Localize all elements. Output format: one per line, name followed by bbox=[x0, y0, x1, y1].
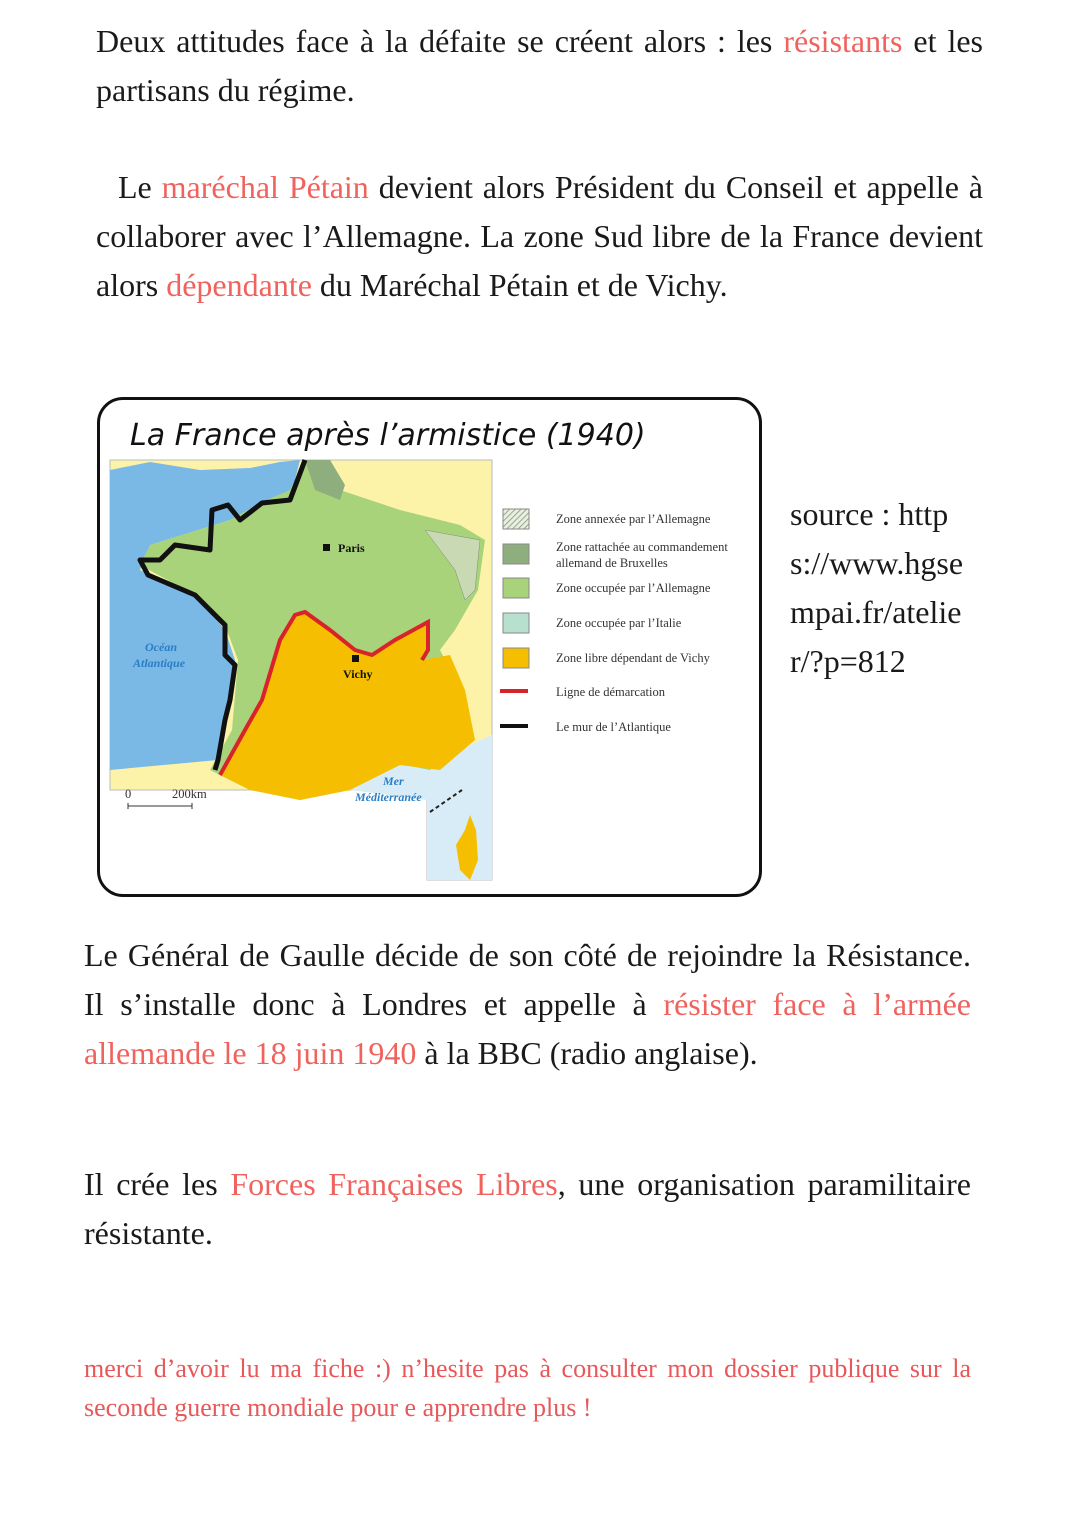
legend-swatch-free bbox=[503, 648, 529, 668]
map-figure bbox=[97, 397, 762, 897]
legend-swatch-occupied bbox=[503, 578, 529, 598]
legend-italy: Zone occupée par l’Italie bbox=[556, 616, 682, 630]
scale-zero: 0 bbox=[125, 787, 132, 801]
label-atlantique: Atlantique bbox=[133, 656, 186, 670]
map-source: source : https://www.hgsempai.fr/atelier/?p=812 bbox=[790, 496, 964, 679]
text: devient alors Président du Conseil et appelle à collaborer avec l’Allemagne. La zone Sud libre de la France devient alors bbox=[96, 169, 983, 303]
text: Le Général de Gaulle décide de son côté de rejoindre la Résistance. Il s’installe donc à Londres et appelle à bbox=[84, 937, 971, 1022]
label-paris: Paris bbox=[338, 541, 365, 555]
legend-swatch-wall bbox=[500, 724, 528, 728]
scale-200km: 200km bbox=[172, 787, 207, 801]
closing-note: merci d’avoir lu ma fiche :) n’hesite pas à consulter mon dossier publique sur la seconde guerre mondiale pour e apprendre plus ! bbox=[84, 1354, 971, 1422]
legend-brussels-2: allemand de Bruxelles bbox=[556, 556, 668, 570]
text: à la BBC (radio anglaise). bbox=[416, 1035, 758, 1071]
label-mer: Mer bbox=[383, 774, 404, 788]
map-france-1940 bbox=[97, 397, 762, 897]
highlight-appel-18-juin: résister face à l’armée allemande le 18 juin 1940 bbox=[84, 986, 971, 1071]
legend-swatch-italy bbox=[503, 613, 529, 633]
legend-swatch-demarcation bbox=[500, 689, 528, 693]
text: , une organisation paramilitaire résistante. bbox=[84, 1166, 972, 1251]
paragraph-de-gaulle bbox=[84, 931, 971, 1078]
legend-swatch-annexed bbox=[503, 509, 529, 529]
highlight-dependante: dépendante bbox=[166, 267, 312, 303]
paragraph-petain bbox=[96, 163, 983, 310]
text: du Maréchal Pétain et de Vichy. bbox=[311, 267, 728, 303]
text: Il crée les bbox=[84, 1166, 231, 1202]
label-ocean: Océan bbox=[145, 640, 177, 654]
scale-bar bbox=[128, 803, 192, 809]
paragraph-attitudes bbox=[96, 17, 983, 115]
label-vichy: Vichy bbox=[343, 667, 373, 681]
map-title: La France après l’armistice (1940) bbox=[130, 418, 646, 453]
paragraph-ffl bbox=[84, 1160, 971, 1258]
legend-annexed: Zone annexée par l’Allemagne bbox=[556, 512, 711, 526]
legend-swatch-brussels bbox=[503, 544, 529, 564]
legend-wall: Le mur de l’Atlantique bbox=[556, 720, 671, 734]
vichy-marker-icon bbox=[352, 655, 359, 662]
highlight-ffl: Forces Françaises Libres bbox=[230, 1166, 558, 1202]
legend-brussels: Zone rattachée au commandement bbox=[556, 540, 728, 554]
legend-free: Zone libre dépendant de Vichy bbox=[556, 651, 710, 665]
legend-demarcation: Ligne de démarcation bbox=[556, 685, 665, 699]
legend-occupied: Zone occupée par l’Allemagne bbox=[556, 581, 711, 595]
highlight-marechal-petain: maréchal Pétain bbox=[161, 169, 369, 205]
text: Le bbox=[118, 169, 162, 205]
highlight-resistants: résistants bbox=[783, 23, 903, 59]
label-mediterranee: Méditerranée bbox=[355, 790, 422, 804]
paris-marker-icon bbox=[323, 544, 330, 551]
text: Deux attitudes face à la défaite se créent alors : les bbox=[96, 23, 784, 59]
text: et les partisans du régime. bbox=[96, 23, 984, 108]
